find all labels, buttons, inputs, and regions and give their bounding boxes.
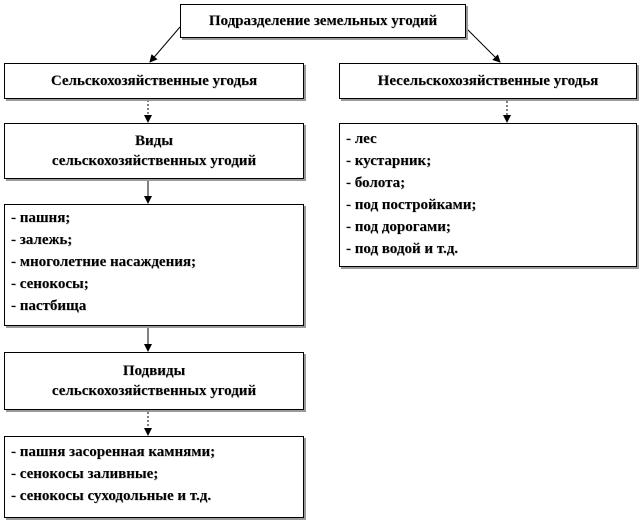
list-item: - многолетние насаждения; — [11, 254, 196, 270]
list-item: - болота; — [346, 175, 406, 191]
list-item: - под водой и т.д. — [346, 241, 459, 257]
root-title: Подразделение земельных угодий — [208, 13, 438, 29]
list-item: - кустарник; — [346, 153, 432, 169]
arrow-to-agricultural — [150, 27, 180, 62]
list-item: - под постройками; — [346, 197, 477, 213]
list-item: - пастбища — [11, 298, 87, 314]
non-agricultural-box — [339, 63, 637, 99]
root-box — [180, 4, 466, 38]
list-item: - сенокосы; — [11, 276, 89, 292]
non-agricultural-label: Несельскохозяйственные угодья — [377, 73, 599, 89]
types-list-box — [4, 204, 304, 326]
list-item: - залежь; — [11, 232, 73, 248]
list-item: - лес — [346, 131, 377, 147]
subtypes-title-box — [4, 352, 304, 410]
list-item: - пашня; — [11, 210, 71, 226]
list-item: - под дорогами; — [346, 219, 451, 235]
agricultural-box — [4, 63, 304, 99]
list-item: - сенокосы суходольные и т.д. — [11, 488, 212, 504]
types-title-line1: Виды — [135, 133, 173, 149]
subtypes-title-line2: сельскохозяйственных угодий — [51, 383, 257, 399]
types-title-box — [4, 123, 304, 179]
subtypes-title-line1: Подвиды — [122, 363, 186, 379]
non-agricultural-list-box — [339, 123, 637, 267]
list-item: - сенокосы заливные; — [11, 466, 159, 482]
list-item: - пашня засоренная камнями; — [11, 444, 216, 460]
arrow-to-non-agricultural — [465, 27, 500, 62]
subtypes-list-box — [4, 436, 304, 518]
types-title-line2: сельскохозяйственных угодий — [51, 153, 257, 169]
agricultural-label: Сельскохозяйственные угодья — [50, 73, 258, 89]
